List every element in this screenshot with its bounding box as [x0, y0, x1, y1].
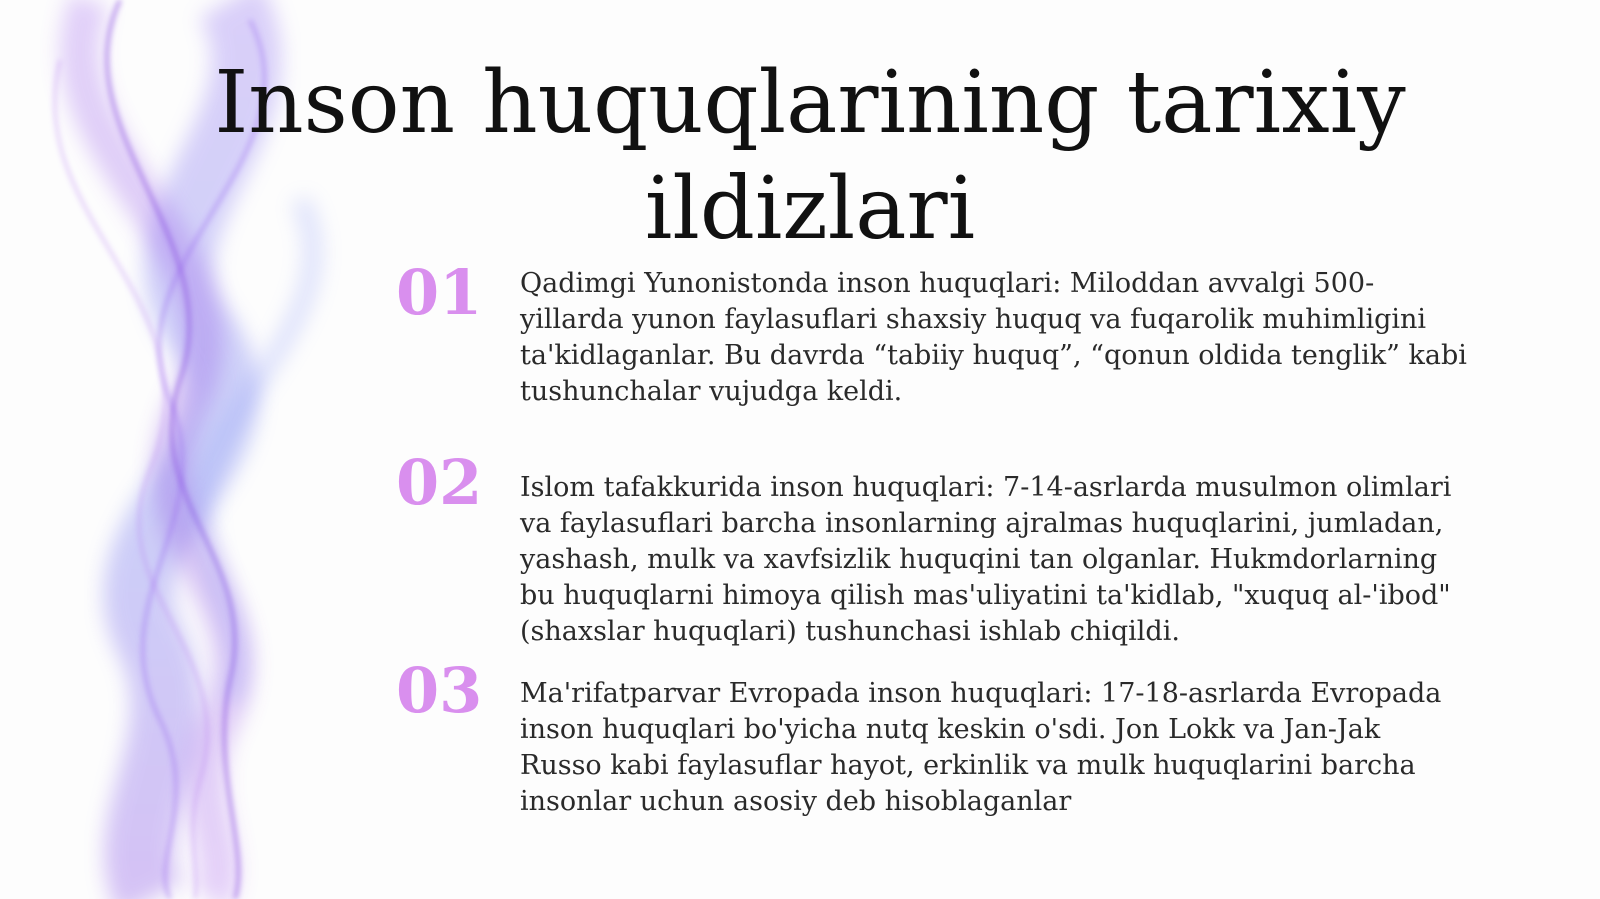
item-text: Ma'rifatparvar Evropada inson huquqlari: 17-18-asrlarda Evropada inson huquqlari bo'yicha nutq keskin o'sdi. Jon Lokk va Jan-Jak Russo kabi faylasuflar hayot, erkinlik va mulk huquqlarini barcha insonlar uchun asosiy deb hisoblaganlar [520, 678, 1442, 817]
slide-title: Inson huquqlarining tarixiy ildizlari [214, 53, 1406, 259]
item-text: Qadimgi Yunonistonda inson huquqlari: Miloddan avvalgi 500-yillarda yunon faylasuflari shaxsiy huquq va fuqarolik muhimligini ta'kidlaganlar. Bu davrda “tabiiy huquq”, “qonun oldida tenglik” kabi tushunchalar vujudga keldi. [520, 268, 1467, 407]
item-number: 02 [396, 446, 483, 519]
item-number: 03 [396, 654, 483, 727]
item-text: Islom tafakkurida inson huquqlari: 7-14-asrlarda musulmon olimlari va faylasuflari barcha insonlarning ajralmas huquqlarini, jumladan, yashash, mulk va xavfsizlik huquqini tan olganlar. Hukmdorlarning bu huquqlarni himoya qilish mas'uliyatini ta'kidlab, "xuquq al-'ibod" (shaxslar huquqlari) tushunchasi ishlab chiqildi. [520, 472, 1452, 647]
item-number: 01 [396, 256, 483, 329]
